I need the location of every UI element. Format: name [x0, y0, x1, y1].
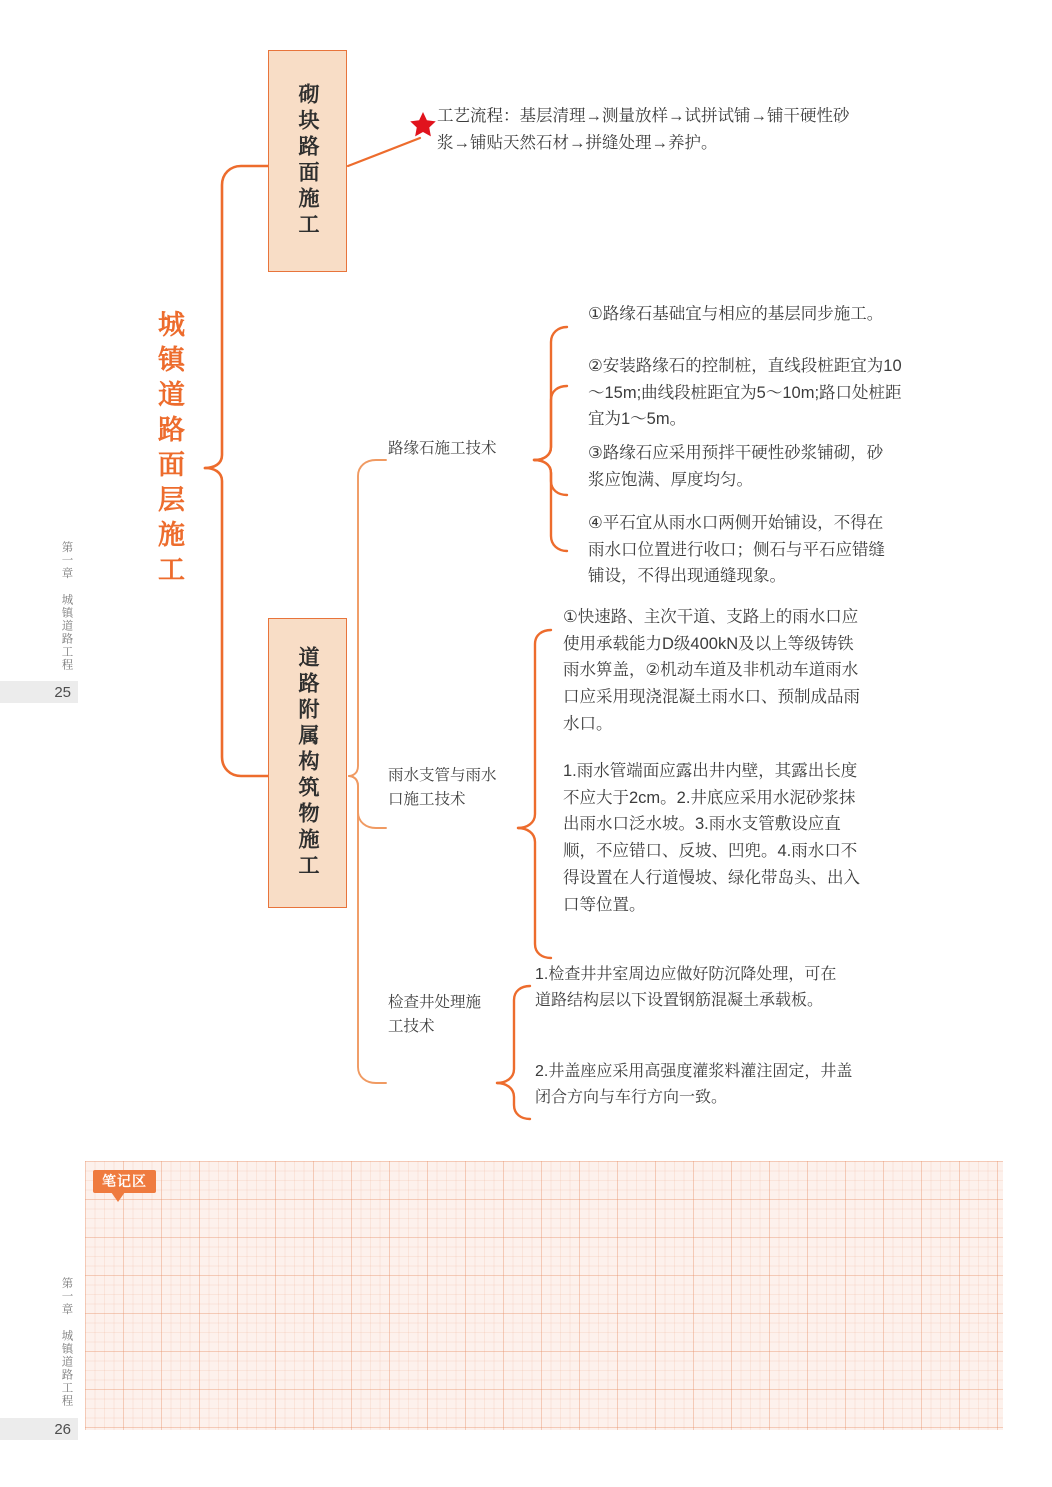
leaf-manhole-2: 2.井盖座应采用高强度灌浆料灌注固定，井盖闭合方向与车行方向一致。 [535, 1063, 853, 1106]
page-number-bottom: 26 [54, 1420, 71, 1438]
node-road-ancillary[interactable] [268, 618, 347, 908]
star-note-text: 工艺流程：基层清理→测量放样→试拼试铺→铺干硬性砂浆→铺贴天然石材→拼缝处理→养护。 [437, 107, 850, 152]
margin-chapter-text-top: 第一章 城镇道路工程 [60, 541, 73, 672]
leaf-storm-pipe-2: 1.雨水管端面应露出井内壁，其露出长度不应大于2cm。2.井底应采用水泥砂浆抹出雨水口泛水坡。3.雨水支管敷设应直顺，不应错口、反坡、凹兜。4.雨水口不得设置在人行道慢坡、绿化带岛头、出入口等位置。 [563, 762, 860, 914]
branch-label-storm-pipe[interactable]: 雨水支管与雨水口施工技术 [388, 767, 497, 809]
node-road-ancillary-label: 道路附属构筑物施工 [296, 646, 319, 880]
node-block-pavement-label: 砌块路面施工 [296, 83, 319, 239]
margin-chapter-text-bottom: 第一章 城镇道路工程 [60, 1277, 73, 1408]
branch-label-curbstone[interactable]: 路缘石施工技术 [388, 440, 497, 457]
node-block-pavement[interactable] [268, 50, 347, 272]
notes-badge: 笔记区 [93, 1170, 156, 1193]
leaf-curbstone-3: ③路缘石应采用预拌干硬性砂浆铺砌，砂浆应饱满、厚度均匀。 [588, 444, 884, 489]
notes-grid[interactable] [85, 1161, 1003, 1430]
star-icon [408, 110, 438, 140]
leaf-curbstone-4: ④平石宜从雨水口两侧开始铺设，不得在雨水口位置进行收口；侧石与平石应错缝铺设，不得出现通缝现象。 [588, 514, 885, 586]
branch-label-manhole[interactable]: 检查井处理施工技术 [388, 994, 482, 1036]
page-title: 城镇道路面层施工 [154, 310, 184, 590]
leaf-curbstone-2: ②安装路缘石的控制桩，直线段桩距宜为10～15m;曲线段桩距宜为5～10m;路口处桩距宜为1～5m。 [588, 357, 902, 429]
leaf-curbstone-1: ①路缘石基础宜与相应的基层同步施工。 [588, 305, 884, 323]
leaf-storm-pipe-1: ①快速路、主次干道、支路上的雨水口应使用承载能力D级400kN及以上等级铸铁雨水箅盖，②机动车道及非机动车道雨水口应采用现浇混凝土雨水口、预制成品雨水口。 [563, 608, 860, 733]
page-number-top: 25 [54, 683, 71, 701]
leaf-manhole-1: 1.检查井井室周边应做好防沉降处理，可在道路结构层以下设置钢筋混凝土承载板。 [535, 966, 837, 1009]
